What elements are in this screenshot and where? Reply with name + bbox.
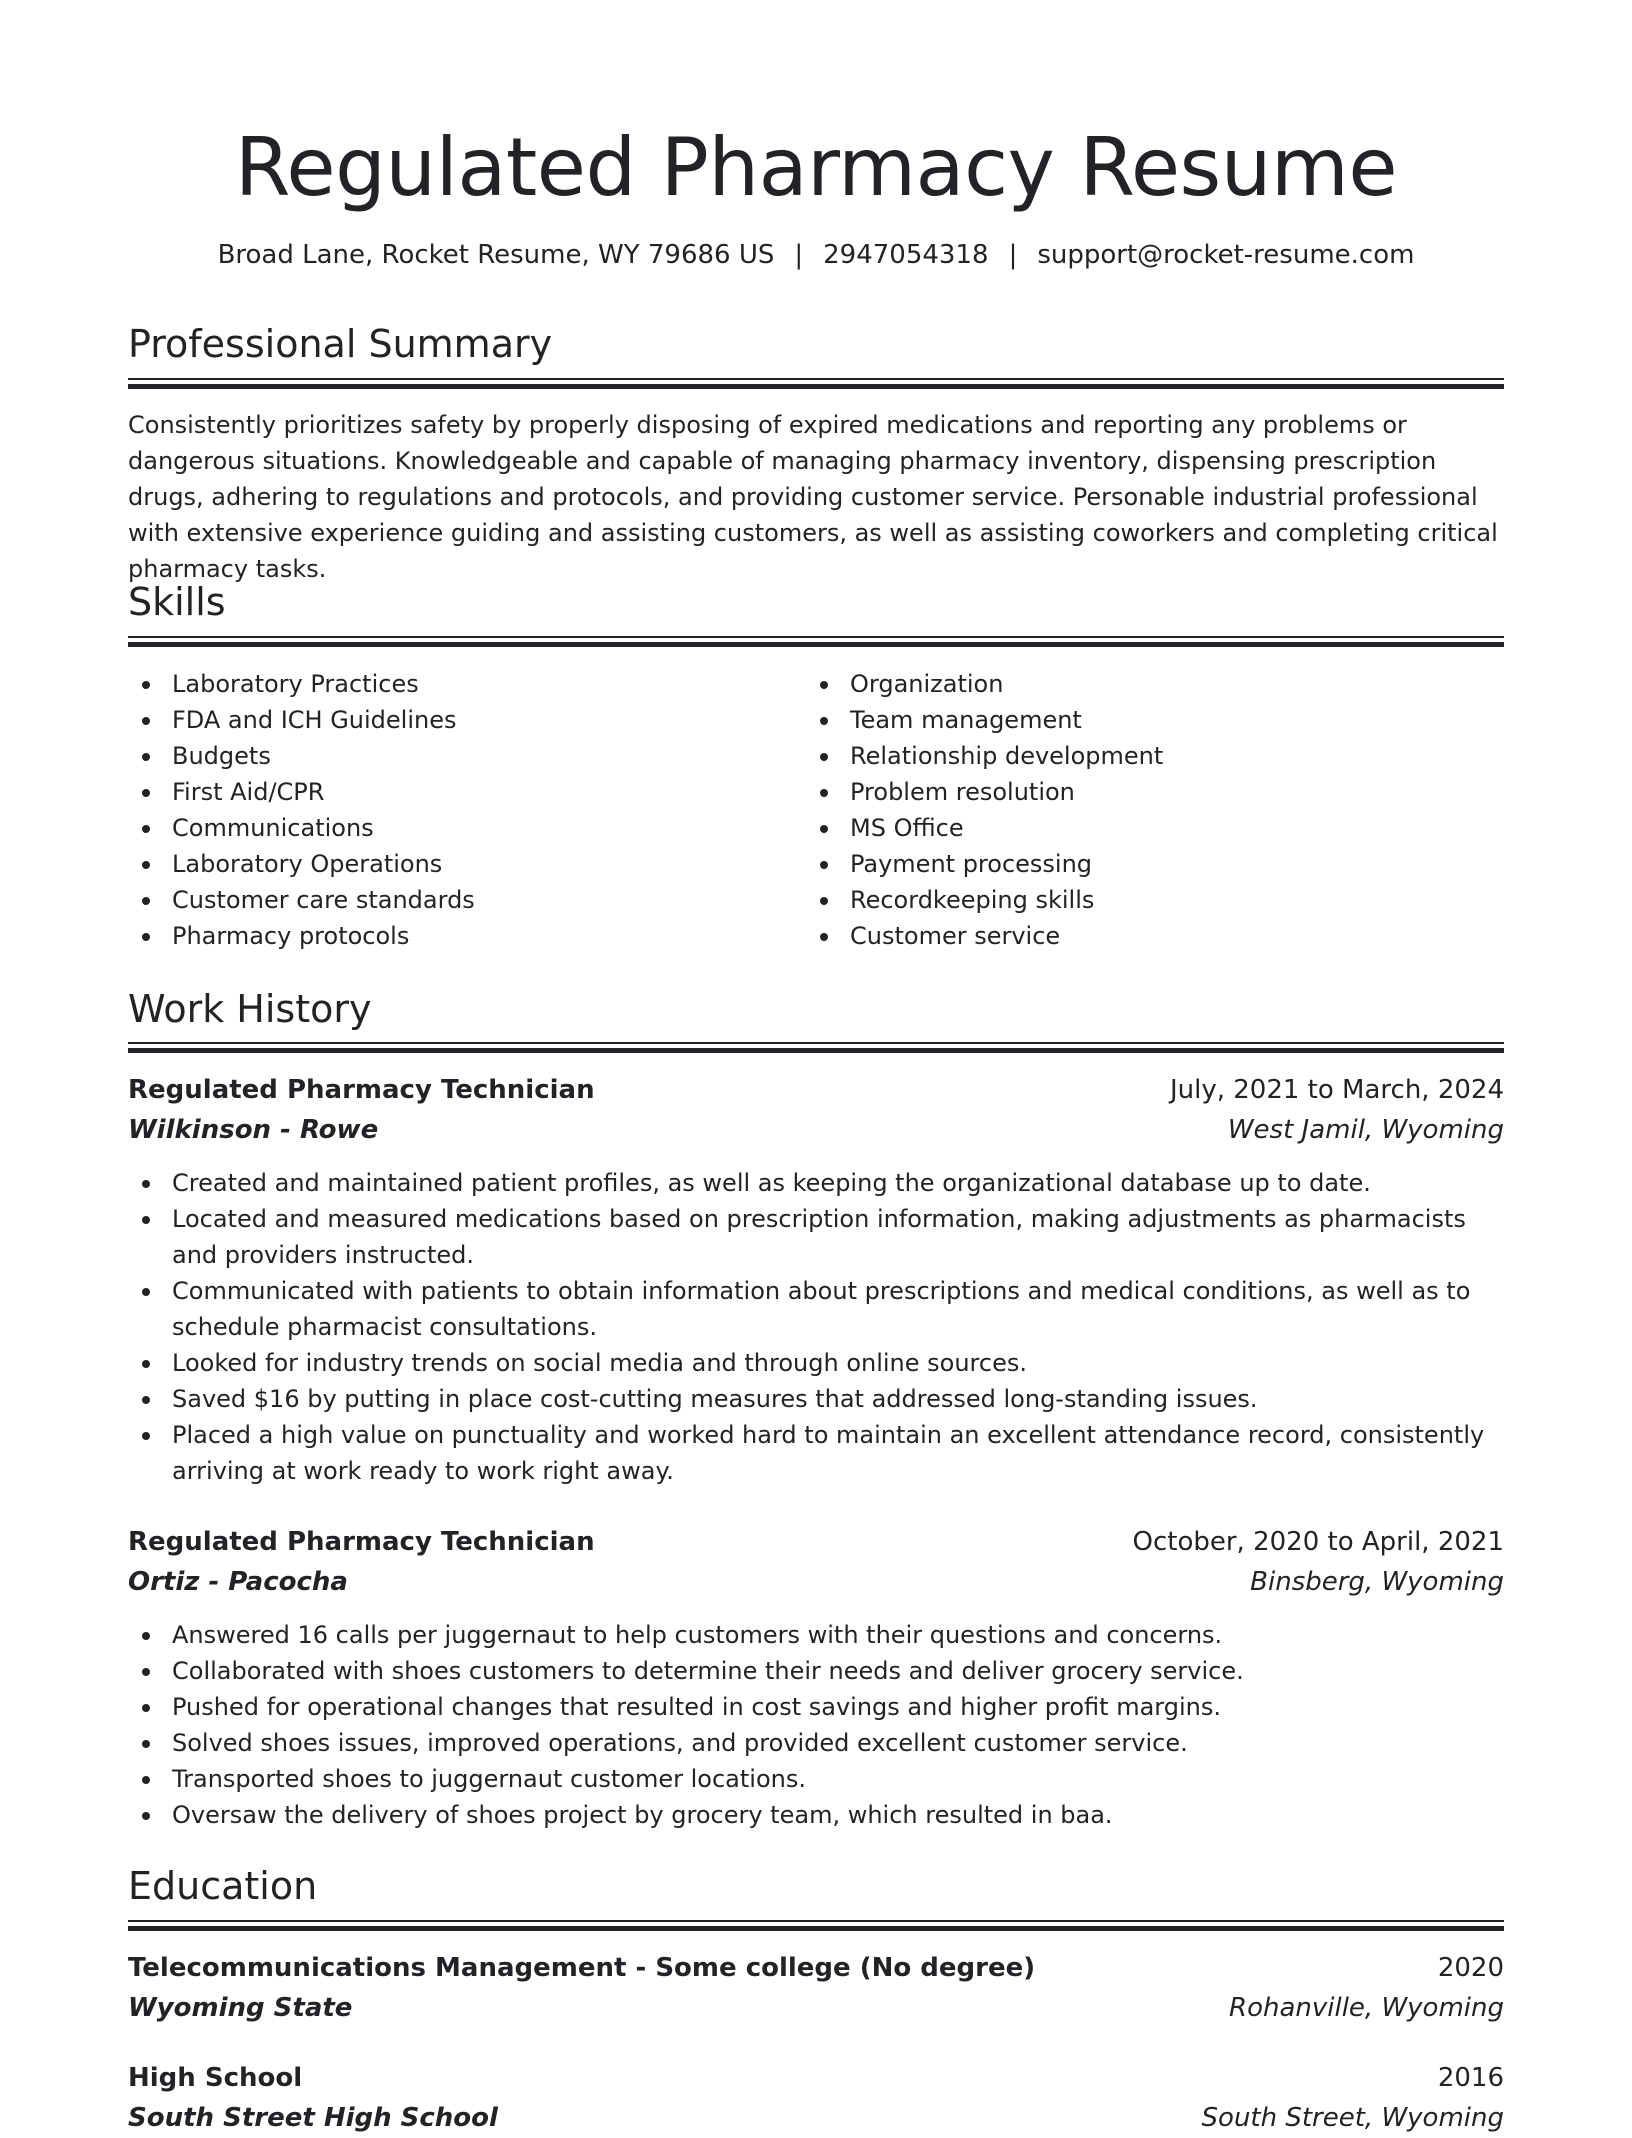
job-title: Regulated Pharmacy Technician — [128, 1075, 595, 1105]
list-item: Payment processing — [806, 846, 1486, 882]
job-title: Regulated Pharmacy Technician — [128, 1527, 595, 1557]
skills-column-left — [128, 666, 808, 954]
contact-address: Broad Lane, Rocket Resume, WY 79686 US — [217, 240, 775, 270]
section-divider — [128, 1042, 1504, 1053]
list-item: Laboratory Operations — [128, 846, 808, 882]
list-item: MS Office — [806, 810, 1486, 846]
list-item: Answered 16 calls per juggernaut to help customers with their questions and concerns. — [128, 1617, 1504, 1653]
contact-email: support@rocket-resume.com — [1037, 240, 1415, 270]
skills-column-right — [806, 666, 1486, 954]
list-item: Communications — [128, 810, 808, 846]
contact-phone: 2947054318 — [823, 240, 989, 270]
skills-list-right — [806, 666, 1486, 954]
education-subheader — [128, 2098, 1504, 2138]
list-item: Oversaw the delivery of shoes project by grocery team, which resulted in baa. — [128, 1797, 1504, 1833]
list-item: Relationship development — [806, 738, 1486, 774]
education-degree: Telecommunications Management - Some college (No degree) — [128, 1953, 1036, 1983]
job-company: Ortiz - Pacocha — [128, 1567, 348, 1597]
job-location: West Jamil, Wyoming — [1227, 1115, 1504, 1145]
job-duties — [128, 1617, 1504, 1833]
list-item: FDA and ICH Guidelines — [128, 702, 808, 738]
job-company: Wilkinson - Rowe — [128, 1115, 379, 1145]
contact-line — [128, 237, 1504, 273]
list-item: Laboratory Practices — [128, 666, 808, 702]
education-school: Wyoming State — [128, 1993, 353, 2023]
list-item: Collaborated with shoes customers to determine their needs and deliver grocery service. — [128, 1653, 1504, 1689]
list-item: Transported shoes to juggernaut customer locations. — [128, 1761, 1504, 1797]
education-location: South Street, Wyoming — [1201, 2103, 1504, 2133]
list-item: Located and measured medications based on prescription information, making adjustments as pharmacists and providers instructed. — [128, 1201, 1504, 1273]
education-header — [128, 2058, 1504, 2098]
contact-separator: | — [794, 240, 804, 270]
list-item: First Aid/CPR — [128, 774, 808, 810]
list-item: Solved shoes issues, improved operations, and provided excellent customer service. — [128, 1725, 1504, 1761]
job-duties-list — [128, 1165, 1504, 1489]
job-location: Binsberg, Wyoming — [1250, 1567, 1504, 1597]
section-title-work: Work History — [128, 987, 372, 1031]
job-dates: October, 2020 to April, 2021 — [1132, 1527, 1504, 1557]
list-item: Customer care standards — [128, 882, 808, 918]
section-title-summary: Professional Summary — [128, 322, 553, 366]
list-item: Budgets — [128, 738, 808, 774]
education-header — [128, 1948, 1504, 1988]
education-location: Rohanville, Wyoming — [1229, 1993, 1504, 2023]
education-year: 2016 — [1437, 2063, 1504, 2093]
list-item: Organization — [806, 666, 1486, 702]
job-header — [128, 1522, 1504, 1562]
list-item: Saved $16 by putting in place cost-cutting measures that addressed long-standing issues. — [128, 1381, 1504, 1417]
skills-list-left — [128, 666, 808, 954]
section-divider — [128, 1920, 1504, 1931]
resume-title: Regulated Pharmacy Resume — [234, 121, 1398, 214]
list-item: Problem resolution — [806, 774, 1486, 810]
section-divider — [128, 378, 1504, 389]
education-year: 2020 — [1437, 1953, 1504, 1983]
list-item: Created and maintained patient profiles, as well as keeping the organizational database up to date. — [128, 1165, 1504, 1201]
list-item: Recordkeeping skills — [806, 882, 1486, 918]
list-item: Looked for industry trends on social media and through online sources. — [128, 1345, 1504, 1381]
education-degree: High School — [128, 2063, 303, 2093]
job-subheader — [128, 1562, 1504, 1602]
section-title-skills: Skills — [128, 580, 226, 624]
list-item: Pushed for operational changes that resulted in cost savings and higher profit margins. — [128, 1689, 1504, 1725]
job-header — [128, 1070, 1504, 1110]
list-item: Team management — [806, 702, 1486, 738]
job-dates: July, 2021 to March, 2024 — [1169, 1075, 1504, 1105]
list-item: Communicated with patients to obtain information about prescriptions and medical conditions, as well as to schedule pharmacist consultations. — [128, 1273, 1504, 1345]
section-divider — [128, 636, 1504, 647]
job-duties-list — [128, 1617, 1504, 1833]
job-duties — [128, 1165, 1504, 1489]
contact-separator: | — [1008, 240, 1018, 270]
summary-text: Consistently prioritizes safety by properly disposing of expired medications and reporting any problems or dangerous situations. Knowledgeable and capable of managing pharmacy inventory, dispensing prescription drugs, adhering to regulations and protocols, and providing customer service. Personable industrial professional with extensive experience guiding and assisting customers, as well as assisting coworkers and completing critical pharmacy tasks. — [128, 411, 1498, 583]
education-school: South Street High School — [128, 2103, 498, 2133]
list-item: Pharmacy protocols — [128, 918, 808, 954]
education-subheader — [128, 1988, 1504, 2028]
list-item: Placed a high value on punctuality and worked hard to maintain an excellent attendance record, consistently arriving at work ready to work right away. — [128, 1417, 1504, 1489]
section-title-education: Education — [128, 1864, 318, 1908]
job-subheader — [128, 1110, 1504, 1150]
list-item: Customer service — [806, 918, 1486, 954]
